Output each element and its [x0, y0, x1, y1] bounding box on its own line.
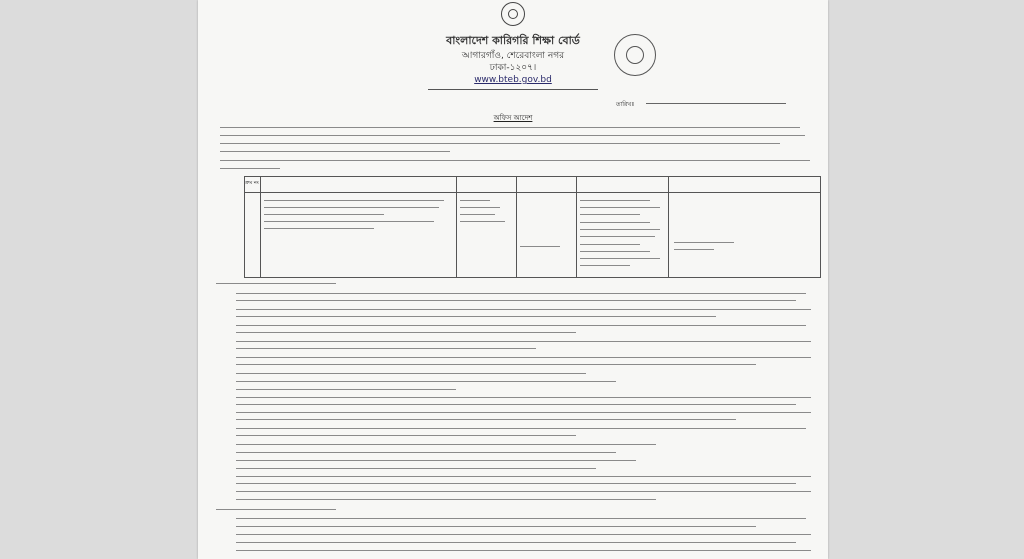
header-divider	[428, 89, 598, 90]
table-header-divider	[244, 192, 820, 193]
website-link[interactable]: www.bteb.gov.bd	[474, 75, 552, 85]
date-label: তারিখঃ	[616, 101, 635, 108]
document-page	[198, 0, 828, 559]
order-title: অফিস আদেশ	[493, 114, 533, 122]
board-name: বাংলাদেশ কারিগরি শিক্ষা বোর্ড	[446, 34, 580, 47]
government-emblem	[501, 2, 525, 26]
date-divider	[646, 103, 786, 104]
address-line-2: ঢাকা-১২০৭।	[489, 63, 537, 73]
address-line-1: আগারগাঁও, শেরেবাংলা নগর	[461, 51, 565, 61]
table-col-serial: ক্রম নং	[245, 180, 259, 186]
